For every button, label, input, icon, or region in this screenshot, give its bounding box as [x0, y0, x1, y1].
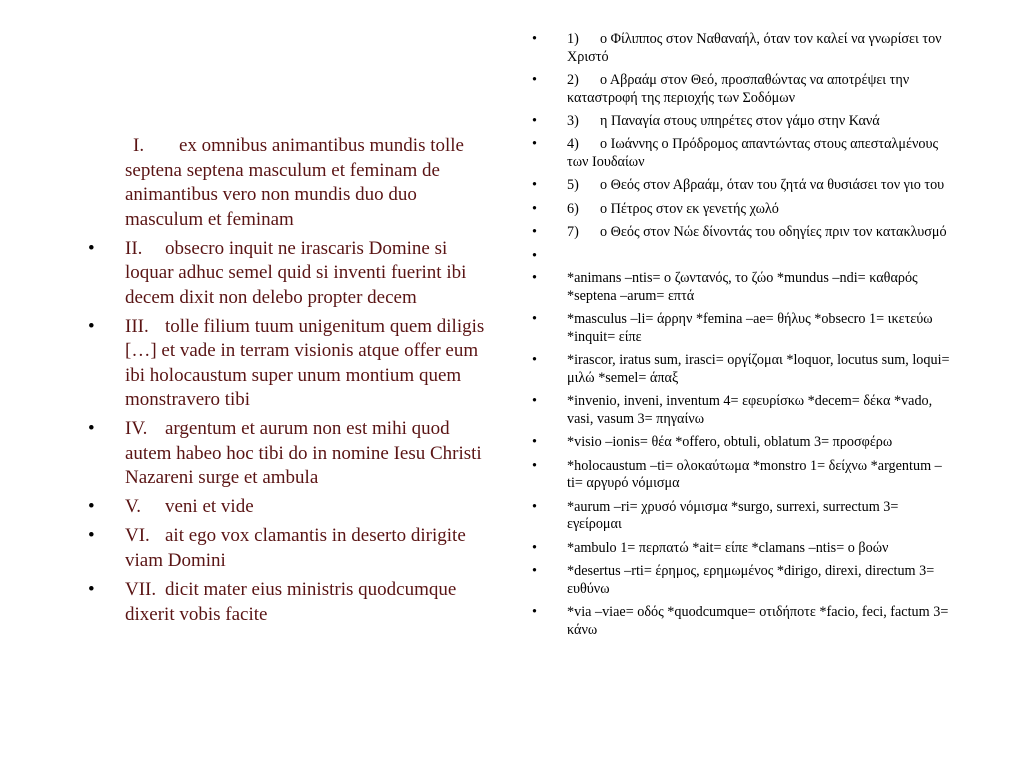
- greek-list-item: [532, 540, 952, 558]
- bullet-icon: •: [88, 237, 95, 259]
- quote-number: II.: [125, 237, 143, 259]
- answer-number: 5): [567, 177, 579, 194]
- answer-number: 4): [567, 136, 579, 153]
- bullet-icon: •: [88, 579, 95, 601]
- bullet-icon: •: [532, 563, 537, 579]
- greek-list-item: [532, 604, 952, 639]
- quote-number: III.: [125, 315, 149, 337]
- vocabulary-text: *invenio, inveni, inventum 4= εφευρίσκω *decem= δέκα *vado, vasi, vasum 3= πηγαίνω: [567, 393, 933, 427]
- latin-quote-item: [88, 495, 488, 520]
- greek-list-item: [532, 499, 952, 534]
- bullet-icon: •: [532, 498, 537, 515]
- bullet-icon: •: [532, 311, 537, 328]
- vocabulary-text: *visio –ionis= θέα *offero, obtuli, oblatum 3= προσφέρω: [567, 434, 893, 451]
- bullet-icon: •: [532, 603, 537, 620]
- bullet-icon: •: [532, 224, 537, 241]
- answer-text: ο Αβραάμ στον Θεό, προσπαθώντας να αποτρέψει την καταστροφή της περιοχής των Σοδόμων: [567, 71, 910, 106]
- latin-quote-item: [88, 524, 488, 573]
- answer-number: 7): [567, 224, 579, 241]
- latin-quotes-list: [88, 134, 488, 632]
- bullet-icon: •: [88, 315, 95, 337]
- answer-number: 6): [567, 200, 579, 217]
- greek-list-item: [532, 136, 952, 171]
- latin-quote-item: [88, 134, 488, 232]
- greek-list-item: [532, 563, 952, 598]
- answer-number: 2): [567, 71, 579, 88]
- quote-text: argentum et aurum non est mihi quod autem habeo hoc tibi do in nomine Iesu Christi Nazareni surge et ambula: [125, 418, 482, 489]
- bullet-icon: •: [532, 270, 537, 287]
- quote-text: ait ego vox clamantis in deserto dirigite viam Domini: [125, 525, 466, 571]
- greek-list-item: [532, 72, 952, 107]
- answer-number: 3): [567, 112, 579, 129]
- latin-quote-item: [88, 578, 488, 627]
- greek-list-item: [532, 113, 952, 131]
- greek-list-item: [532, 224, 952, 242]
- vocabulary-text: *via –viae= οδός *quodcumque= οτιδήποτε *facio, feci, factum 3= κάνω: [567, 603, 949, 638]
- bullet-icon: •: [88, 525, 95, 547]
- bullet-icon: •: [532, 457, 537, 474]
- answer-text: ο Φίλιππος στον Ναθαναήλ, όταν τον καλεί να γνωρίσει τον Χριστό: [567, 31, 942, 65]
- bullet-icon: •: [532, 393, 537, 410]
- quote-number: V.: [125, 496, 142, 518]
- greek-list-item: [532, 177, 952, 195]
- greek-list-item: [532, 31, 952, 66]
- greek-list-item: [532, 458, 952, 493]
- quote-text: tolle filium tuum unigenitum quem diligis […] et vade in terram visionis atque offer eum ibi holocaustum super unum montium quem monstravero tibi: [125, 315, 485, 411]
- latin-quote-item: [88, 315, 488, 413]
- quote-number: I.: [133, 135, 145, 156]
- bullet-icon: •: [88, 418, 95, 440]
- greek-list-item: [532, 201, 952, 219]
- quote-number: VI.: [125, 525, 150, 547]
- greek-list-item: [532, 270, 952, 305]
- vocabulary-text: *holocaustum –ti= ολοκαύτωμα *monstro 1= δείχνω *argentum –ti= αργυρό νόμισμα: [567, 457, 942, 492]
- bullet-icon: •: [532, 539, 537, 556]
- bullet-icon: •: [532, 434, 537, 451]
- greek-list-item: [532, 393, 952, 428]
- quote-number: VII.: [125, 579, 157, 601]
- vocabulary-text: *irascor, iratus sum, irasci= οργίζομαι *loquor, locutus sum, loqui= μιλώ *semel= άπαξ: [567, 352, 950, 386]
- quote-text: veni et vide: [165, 496, 254, 518]
- vocabulary-text: *masculus –li= άρρην *femina –ae= θήλυς *obsecro 1= ικετεύω *inquit= είπε: [567, 311, 933, 345]
- bullet-icon: •: [88, 496, 95, 518]
- vocabulary-text: *aurum –ri= χρυσό νόμισμα *surgo, surrexi, surrectum 3= εγείρομαι: [567, 498, 899, 533]
- quote-text: dicit mater eius ministris quodcumque dixerit vobis facite: [125, 579, 457, 625]
- quote-text: ex omnibus animantibus mundis tolle septena septena masculum et feminam de animantibus vero non mundis duo duo masculum et feminam: [125, 135, 464, 230]
- latin-quote-item: [88, 417, 488, 491]
- quote-text: obsecro inquit ne irascaris Domine si loquar adhuc semel quid si inventi fuerint ibi decem dixit non delebo propter decem: [125, 237, 467, 308]
- greek-list-item: [532, 434, 952, 452]
- answer-text: ο Πέτρος στον εκ γενετής χωλό: [600, 200, 779, 217]
- answer-text: ο Ιωάννης ο Πρόδρομος απαντώντας στους απεσταλμένους των Ιουδαίων: [567, 136, 939, 170]
- bullet-icon: •: [532, 352, 537, 369]
- greek-list-item: [532, 248, 952, 265]
- answer-number: 1): [567, 31, 579, 47]
- bullet-icon: •: [532, 31, 537, 47]
- greek-answers-list: [532, 31, 952, 645]
- vocabulary-text: *desertus –rti= έρημος, ερημωμένος *dirigo, direxi, directum 3= ευθύνω: [567, 563, 935, 597]
- latin-quote-item: [88, 237, 488, 311]
- bullet-icon: •: [532, 247, 537, 264]
- quote-number: IV.: [125, 418, 148, 440]
- bullet-icon: •: [532, 177, 537, 194]
- bullet-icon: •: [532, 71, 537, 88]
- greek-list-item: [532, 352, 952, 387]
- greek-list-item: [532, 311, 952, 346]
- bullet-icon: •: [532, 200, 537, 217]
- answer-text: η Παναγία στους υπηρέτες στον γάμο στην Κανά: [600, 112, 880, 129]
- answer-text: ο Θεός στον Αβραάμ, όταν του ζητά να θυσιάσει τον γιο του: [600, 177, 945, 194]
- vocabulary-text: *ambulo 1= περπατώ *ait= είπε *clamans –ntis= ο βοών: [567, 539, 889, 556]
- bullet-icon: •: [532, 136, 537, 153]
- vocabulary-text: *animans –ntis= ο ζωντανός, το ζώο *mundus –ndi= καθαρός *septena –arum= επτά: [567, 270, 918, 304]
- bullet-icon: •: [532, 112, 537, 129]
- answer-text: ο Θεός στον Νώε δίνοντάς του οδηγίες πριν τον κατακλυσμό: [600, 224, 947, 241]
